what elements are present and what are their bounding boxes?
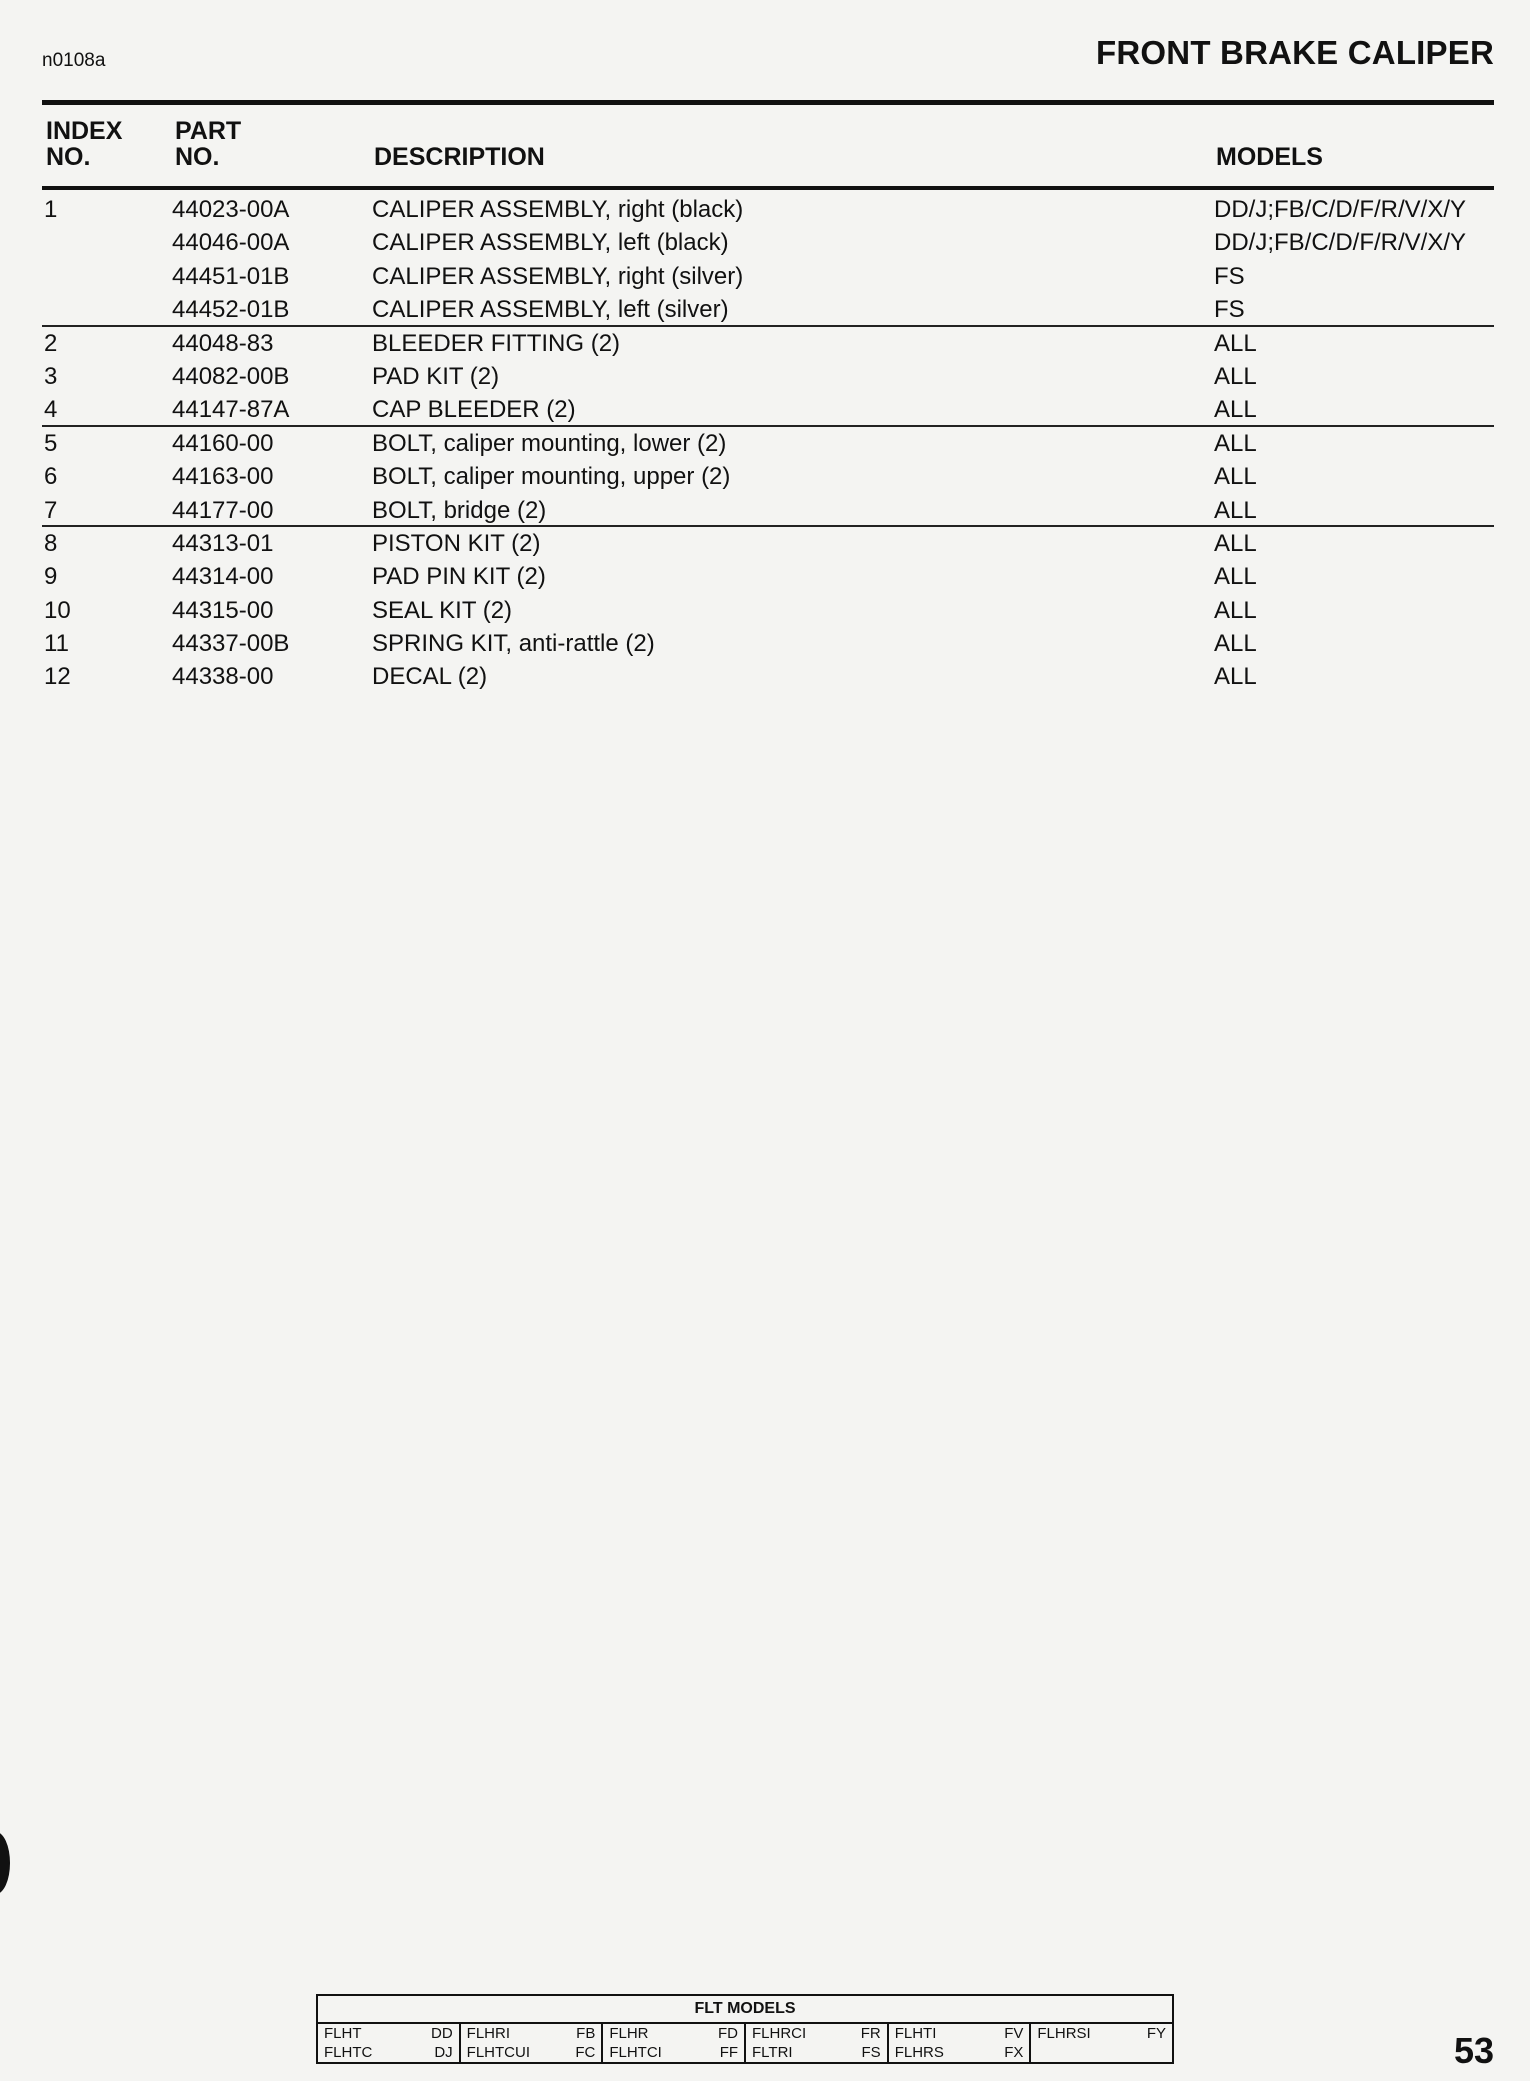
cell-part-no: 44147-87A: [172, 396, 290, 424]
cell-part-no: 44338-00: [172, 663, 274, 691]
cell-description: PISTON KIT (2): [372, 529, 541, 557]
flt-model-name: FLHTCUI: [466, 2044, 531, 2061]
cell-models: ALL: [1214, 529, 1257, 557]
flt-models-entry: [467, 2024, 596, 2043]
cell-part-no: 44160-00: [172, 429, 274, 457]
flt-models-entry: [609, 2043, 738, 2062]
cell-models: ALL: [1214, 362, 1257, 390]
table-row: [42, 460, 1494, 493]
cell-index: 7: [44, 496, 58, 524]
flt-model-name: FLHRI: [466, 2025, 511, 2042]
flt-models-entry: [1037, 2024, 1166, 2043]
flt-models-entry: [895, 2043, 1024, 2062]
flt-models-column: [603, 2024, 746, 2064]
table-row: [42, 293, 1494, 326]
cell-models: FS: [1214, 296, 1245, 324]
page-code: n0108a: [42, 50, 106, 71]
cell-description: PAD PIN KIT (2): [372, 563, 546, 591]
flt-model-code: FV: [1004, 2025, 1024, 2042]
cell-description: SPRING KIT, anti-rattle (2): [372, 630, 655, 658]
header-part-line1: PART: [175, 117, 242, 145]
table-row: [42, 360, 1494, 393]
cell-index: 1: [44, 196, 58, 223]
header-models: MODELS: [1216, 143, 1323, 171]
header-index-line2: NO.: [46, 143, 91, 171]
table-row: [42, 527, 1494, 560]
table-row: [42, 226, 1494, 259]
flt-model-code: FY: [1146, 2025, 1167, 2042]
flt-models-legend: [316, 1994, 1174, 2064]
flt-model-code: DJ: [434, 2044, 453, 2061]
flt-models-entry: [324, 2024, 453, 2043]
cell-description: CALIPER ASSEMBLY, right (black): [372, 196, 744, 223]
parts-table: [42, 193, 1494, 694]
cell-part-no: 44313-01: [172, 529, 274, 557]
header-description: DESCRIPTION: [374, 143, 545, 171]
cell-part-no: 44163-00: [172, 463, 274, 491]
flt-model-code: FC: [575, 2044, 596, 2061]
flt-models-column: [1031, 2024, 1172, 2064]
table-header: [42, 118, 1494, 184]
cell-index: 5: [44, 429, 58, 457]
cell-part-no: 44337-00B: [172, 630, 290, 658]
cell-models: ALL: [1214, 663, 1257, 691]
header-index: [46, 118, 122, 170]
cell-description: SEAL KIT (2): [372, 596, 513, 624]
flt-model-name: FLHTCI: [609, 2044, 662, 2061]
table-row: [42, 327, 1494, 360]
flt-model-name: FLHTI: [894, 2025, 937, 2042]
cell-description: BOLT, caliper mounting, lower (2): [372, 429, 727, 457]
flt-models-entry: [609, 2024, 738, 2043]
cell-part-no: 44082-00B: [172, 362, 290, 390]
cell-index: 3: [44, 362, 58, 390]
cell-part-no: 44023-00A: [172, 196, 290, 223]
cell-models: ALL: [1214, 496, 1257, 524]
cell-models: ALL: [1214, 596, 1257, 624]
top-rule: [42, 100, 1494, 105]
flt-model-code: FF: [719, 2044, 739, 2061]
cell-models: ALL: [1214, 463, 1257, 491]
table-row: [42, 494, 1494, 527]
flt-model-name: FLHT: [324, 2025, 362, 2042]
page-title: FRONT BRAKE CALIPER: [1096, 34, 1494, 71]
cell-part-no: 44314-00: [172, 563, 274, 591]
flt-models-title: FLT MODELS: [318, 1996, 1172, 2024]
flt-models-entry: [1037, 2043, 1166, 2062]
cell-models: ALL: [1214, 396, 1257, 424]
flt-models-entry: [324, 2043, 453, 2062]
flt-model-name: FLHR: [609, 2025, 649, 2042]
cell-part-no: 44177-00: [172, 496, 274, 524]
table-row: [42, 193, 1494, 226]
flt-models-column: [889, 2024, 1032, 2064]
cell-description: BOLT, caliper mounting, upper (2): [372, 463, 731, 491]
cell-part-no: 44315-00: [172, 596, 274, 624]
flt-model-code: FX: [1004, 2044, 1024, 2061]
cell-index: 10: [44, 596, 71, 624]
cell-models: ALL: [1214, 329, 1257, 357]
cell-description: CAP BLEEDER (2): [372, 396, 576, 424]
binding-hole-mark: [0, 1832, 10, 1894]
flt-model-code: FS: [861, 2044, 881, 2061]
cell-part-no: 44046-00A: [172, 229, 290, 257]
header-part: [175, 118, 241, 170]
flt-models-column: [318, 2024, 461, 2064]
cell-models: ALL: [1214, 630, 1257, 658]
flt-model-code: FR: [860, 2025, 881, 2042]
flt-model-name: FLHRCI: [752, 2025, 807, 2042]
flt-models-column: [746, 2024, 889, 2064]
cell-description: CALIPER ASSEMBLY, right (silver): [372, 262, 744, 290]
table-row: [42, 627, 1494, 660]
flt-model-code: DD: [431, 2025, 453, 2042]
flt-model-code: FD: [718, 2025, 739, 2042]
cell-models: DD/J;FB/C/D/F/R/V/X/Y: [1214, 196, 1467, 223]
cell-index: 2: [44, 329, 58, 357]
page-number: 53: [1453, 2030, 1494, 2071]
table-row: [42, 260, 1494, 293]
cell-index: 8: [44, 529, 58, 557]
cell-description: BLEEDER FITTING (2): [372, 329, 621, 357]
flt-model-code: FB: [576, 2025, 596, 2042]
table-row: [42, 660, 1494, 693]
flt-models-entry: [895, 2024, 1024, 2043]
cell-models: FS: [1214, 262, 1245, 290]
cell-index: 6: [44, 463, 58, 491]
flt-models-column: [461, 2024, 604, 2064]
cell-part-no: 44452-01B: [172, 296, 290, 324]
flt-model-name: FLHRSI: [1037, 2025, 1091, 2042]
cell-description: DECAL (2): [372, 663, 488, 691]
flt-models-grid: [318, 2024, 1172, 2064]
cell-index: 9: [44, 563, 58, 591]
table-row: [42, 594, 1494, 627]
header-index-line1: INDEX: [46, 117, 123, 145]
cell-index: 11: [44, 630, 69, 658]
flt-model-name: FLHRS: [894, 2044, 944, 2061]
header-part-line2: NO.: [175, 143, 220, 171]
cell-description: BOLT, bridge (2): [372, 496, 547, 524]
table-row: [42, 560, 1494, 593]
flt-models-entry: [752, 2043, 881, 2062]
table-row: [42, 427, 1494, 460]
cell-description: CALIPER ASSEMBLY, left (black): [372, 229, 729, 257]
cell-index: 12: [44, 663, 71, 691]
cell-description: PAD KIT (2): [372, 362, 500, 390]
flt-models-entry: [752, 2024, 881, 2043]
cell-models: DD/J;FB/C/D/F/R/V/X/Y: [1214, 229, 1467, 257]
flt-models-entry: [467, 2043, 596, 2062]
header-rule: [42, 186, 1494, 190]
cell-models: ALL: [1214, 563, 1257, 591]
cell-part-no: 44451-01B: [172, 262, 290, 290]
cell-part-no: 44048-83: [172, 329, 274, 357]
cell-description: CALIPER ASSEMBLY, left (silver): [372, 296, 729, 324]
cell-models: ALL: [1214, 429, 1257, 457]
flt-model-name: FLTRI: [752, 2044, 793, 2061]
flt-model-name: FLHTC: [324, 2044, 373, 2061]
cell-index: 4: [44, 396, 58, 424]
table-row: [42, 393, 1494, 426]
